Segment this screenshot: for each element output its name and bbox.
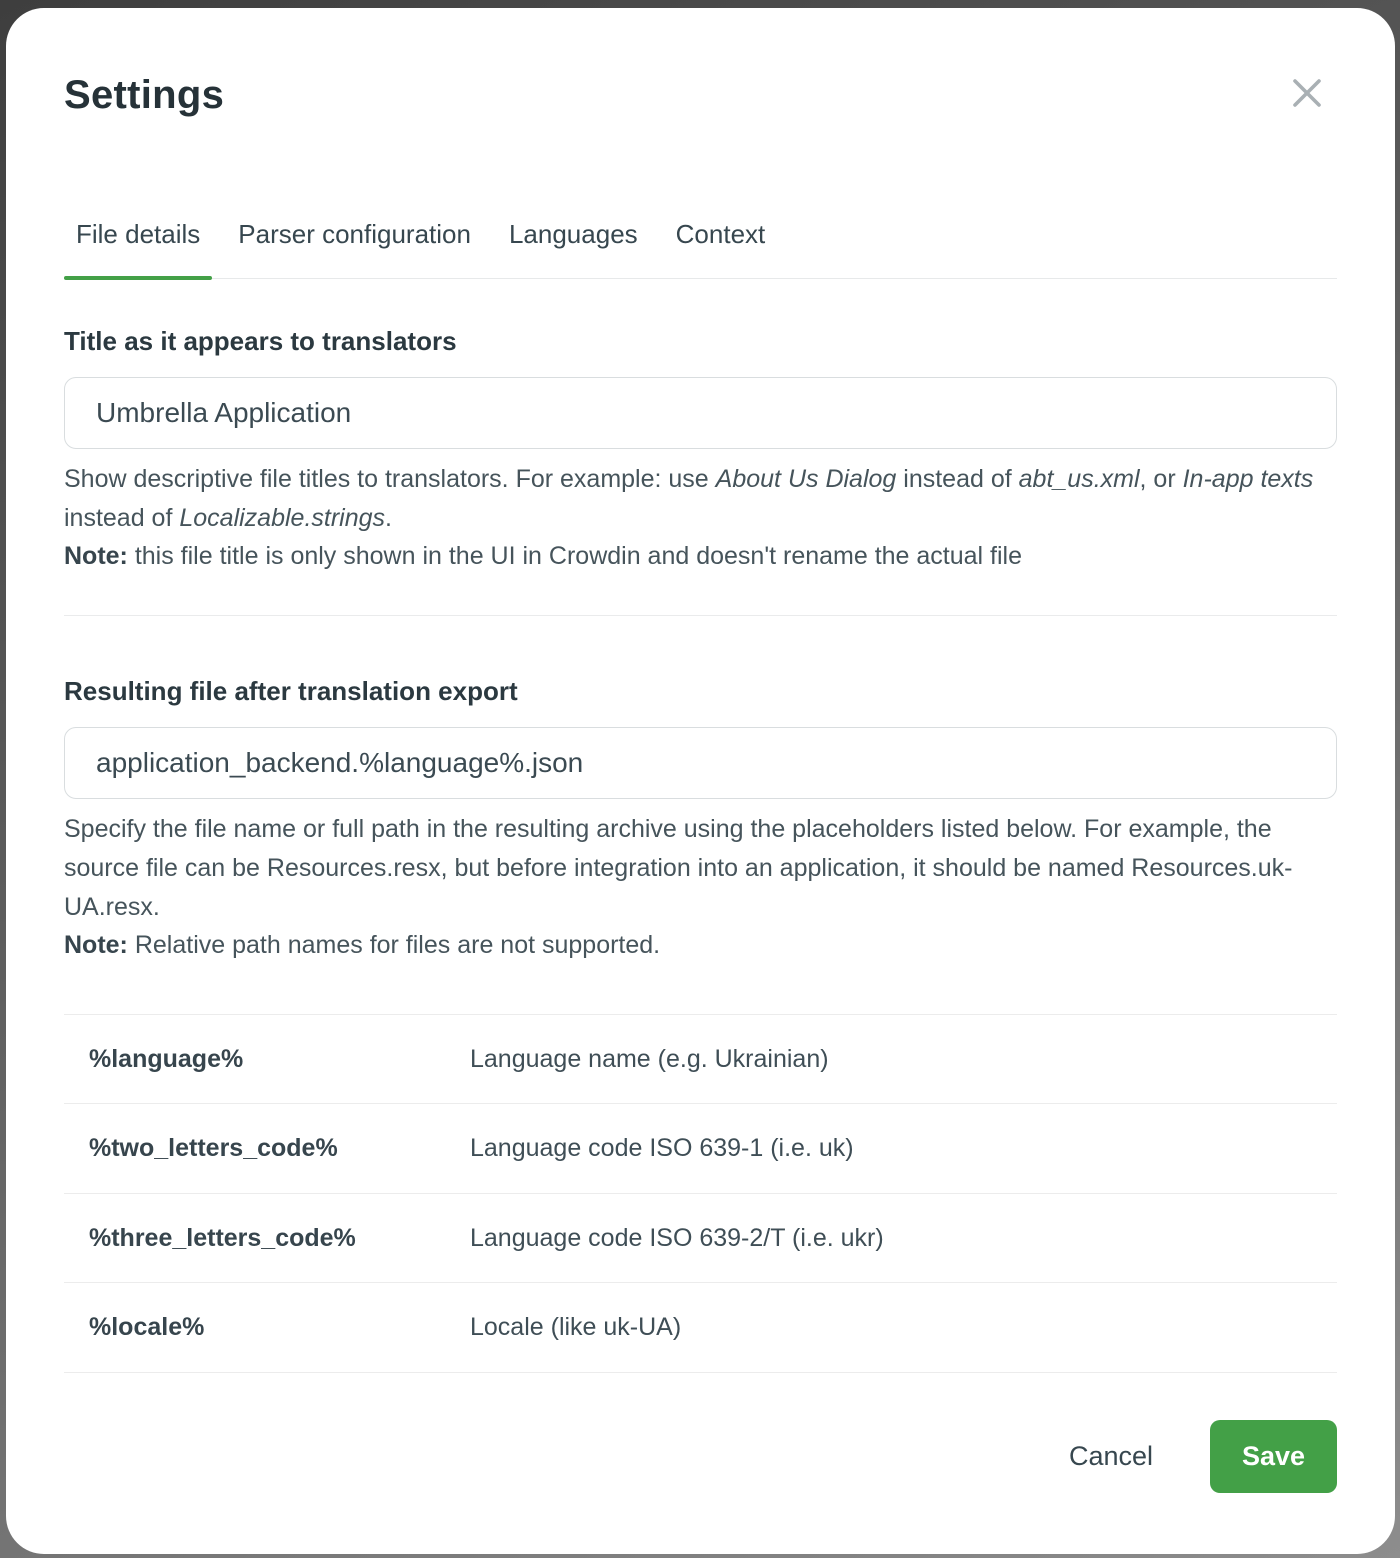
close-button[interactable] xyxy=(1285,72,1329,116)
placeholder-code: %locale% xyxy=(89,1313,205,1342)
export-filename-input[interactable] xyxy=(64,727,1337,799)
page-title: Settings xyxy=(64,73,225,117)
modal-footer xyxy=(64,1420,1337,1493)
title-field-help: Show descriptive file titles to translators. For example: use About Us Dialog instead of abt_us.xml, or In-app texts instead of Localizable.strings. Note: this file title is only shown in the UI in Crowdin and doesn't rename the actual file xyxy=(64,465,1314,571)
placeholder-code: %two_letters_code% xyxy=(89,1134,338,1163)
tab-label: Parser configuration xyxy=(238,219,471,249)
modal-header xyxy=(64,70,1337,120)
tab-file-details[interactable] xyxy=(64,216,212,278)
placeholder-code: %three_letters_code% xyxy=(89,1223,356,1252)
placeholder-code: %language% xyxy=(89,1044,244,1073)
title-input[interactable] xyxy=(64,377,1337,449)
cancel-button[interactable]: Cancel xyxy=(1068,1440,1153,1471)
export-field-help: Specify the file name or full path in the resulting archive using the placeholders listed below. For example, the source file can be Resources.resx, but before integration into an application, it should be named Resources.uk-UA.resx. Note: Relative path names for files are not supported. xyxy=(64,815,1293,960)
table-row xyxy=(64,1194,1337,1284)
tab-parser-configuration[interactable] xyxy=(226,216,483,278)
section-divider xyxy=(64,615,1337,616)
tab-context[interactable] xyxy=(664,216,778,278)
title-field-label: Title as it appears to translators xyxy=(64,326,457,356)
table-row xyxy=(64,1283,1337,1373)
settings-modal xyxy=(6,8,1395,1554)
save-button[interactable]: Save xyxy=(1210,1420,1337,1493)
table-row xyxy=(64,1015,1337,1105)
tab-label: File details xyxy=(76,219,201,249)
placeholder-description: Language code ISO 639-1 (i.e. uk) xyxy=(470,1134,854,1163)
placeholder-description: Language code ISO 639-2/T (i.e. ukr) xyxy=(470,1223,884,1252)
placeholder-description: Locale (like uk-UA) xyxy=(470,1313,682,1342)
placeholder-description: Language name (e.g. Ukrainian) xyxy=(470,1044,829,1073)
tab-label: Context xyxy=(675,219,766,249)
export-field-label: Resulting file after translation export xyxy=(64,676,518,707)
tab-label: Languages xyxy=(508,219,638,249)
table-row xyxy=(64,1104,1337,1194)
placeholders-table xyxy=(64,1014,1337,1373)
tab-bar xyxy=(64,216,1337,279)
tab-languages[interactable] xyxy=(497,216,650,278)
close-icon xyxy=(1290,76,1324,113)
